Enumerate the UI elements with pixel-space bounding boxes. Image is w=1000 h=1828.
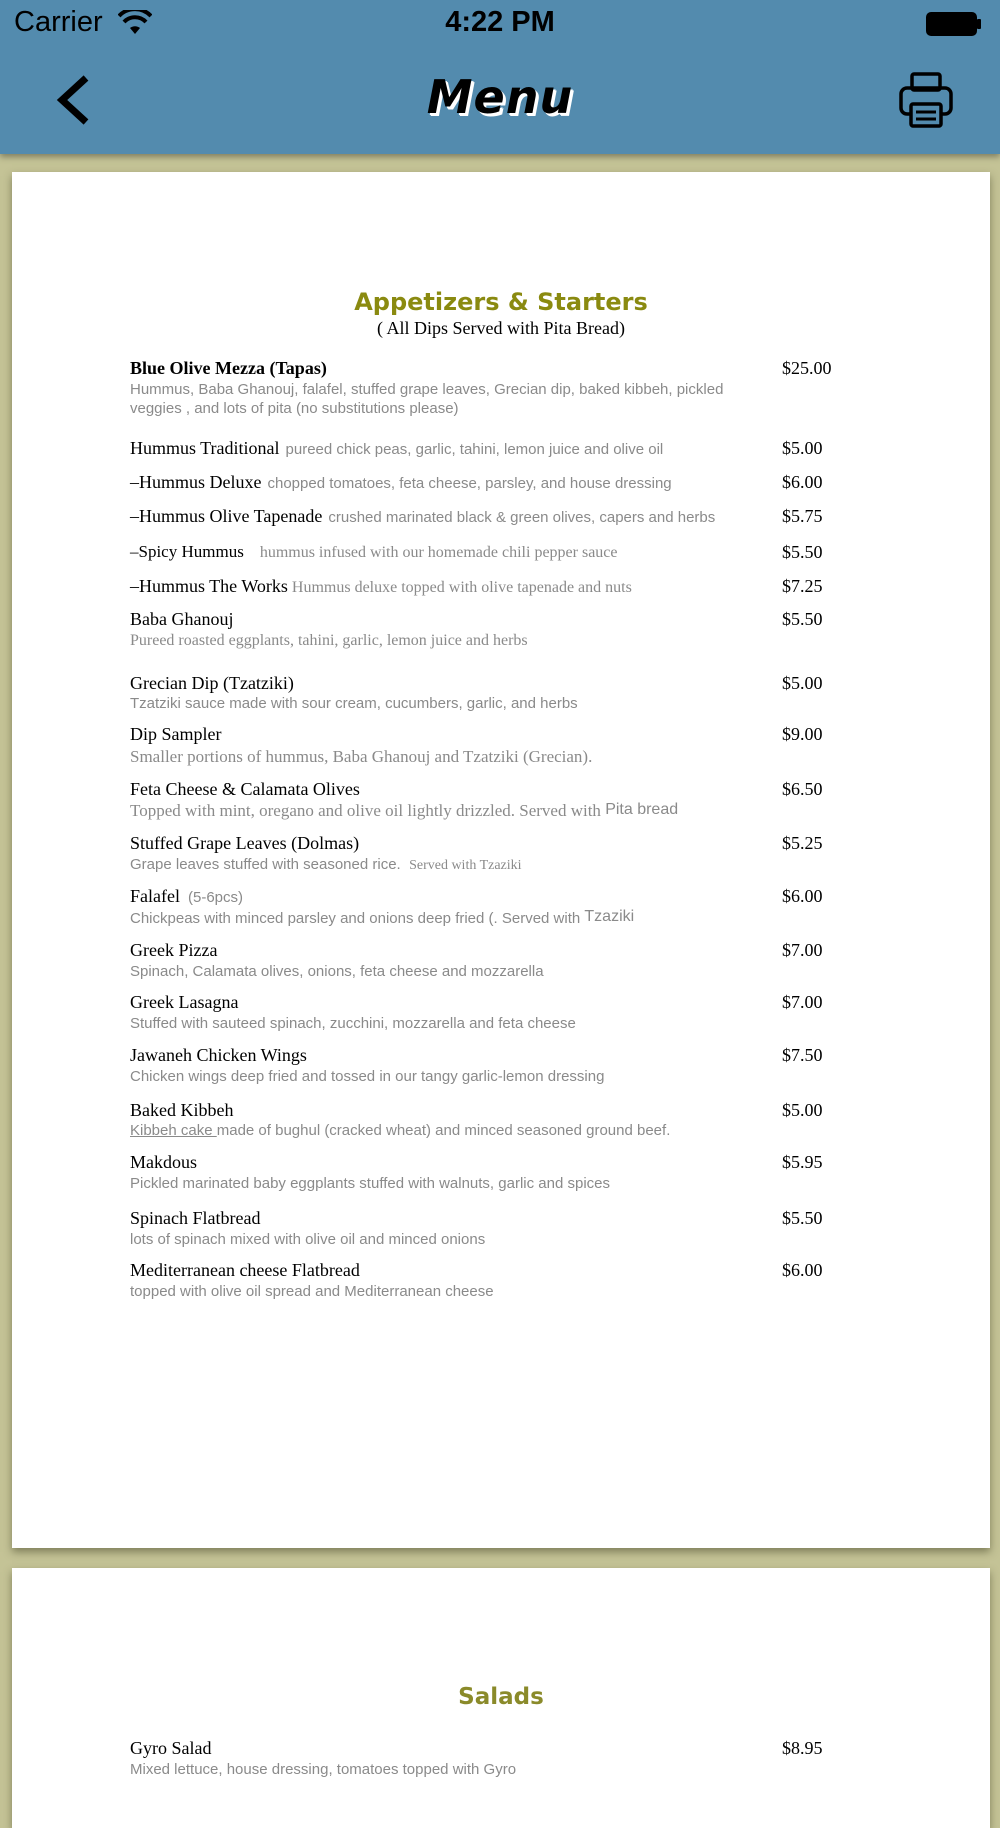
- menu-item-price: $5.00: [782, 438, 823, 458]
- menu-item-description: Smaller portions of hummus, Baba Ghanouj and Tzatziki (Grecian).: [130, 747, 593, 766]
- menu-item-description: chopped tomatoes, feta cheese, parsley, and house dressing: [267, 475, 672, 492]
- menu-item-description: lots of spinach mixed with olive oil and minced onions: [130, 1231, 486, 1248]
- menu-item-price: $5.95: [782, 1152, 823, 1172]
- menu-item-name: Makdous: [130, 1152, 197, 1172]
- menu-item-price: $7.00: [782, 940, 823, 960]
- menu-item-description: Grape leaves stuffed with seasoned rice. Served with Tzaziki: [130, 856, 522, 873]
- back-button[interactable]: [44, 70, 104, 130]
- menu-item-price: $5.50: [782, 609, 823, 629]
- menu-item-description: Spinach, Calamata olives, onions, feta cheese and mozzarella: [130, 963, 544, 980]
- menu-item-description: Chickpeas with minced parsley and onions deep fried (. Served with Tzaziki: [130, 908, 635, 927]
- menu-item-name: Spinach Flatbread: [130, 1208, 261, 1228]
- status-bar: [0, 0, 1000, 50]
- menu-item-name: –Hummus Olive Tapenade crushed marinated black & green olives, capers and herbs: [130, 506, 716, 526]
- menu-item-name: Gyro Salad: [130, 1738, 212, 1758]
- menu-item-description: Pureed roasted eggplants, tahini, garlic, lemon juice and herbs: [130, 632, 528, 649]
- menu-item-price: $6.00: [782, 886, 823, 906]
- status-time: 4:22 PM: [445, 6, 555, 38]
- section-title: Salads: [458, 1684, 544, 1710]
- menu-item-description: Hummus, Baba Ghanouj, falafel, stuffed grape leaves, Grecian dip, baked kibbeh, pickled veggies , and lots of pita (no substitutions please): [130, 381, 724, 417]
- menu-item-name: –Spicy Hummus hummus infused with our homemade chili pepper sauce: [130, 542, 618, 561]
- print-button[interactable]: [896, 70, 956, 130]
- menu-item-name: Falafel (5-6pcs): [130, 886, 243, 906]
- menu-item-description: Tzatziki sauce made with sour cream, cucumbers, garlic, and herbs: [130, 695, 578, 712]
- menu-item-description: Kibbeh cake made of bughul (cracked wheat) and minced seasoned ground beef.: [130, 1122, 671, 1139]
- menu-item-price: $9.00: [782, 724, 823, 744]
- menu-item-name: Stuffed Grape Leaves (Dolmas): [130, 833, 360, 853]
- menu-item-price: $5.25: [782, 833, 823, 853]
- menu-page-salads[interactable]: [12, 1568, 990, 1828]
- menu-item-description: Chicken wings deep fried and tossed in our tangy garlic-lemon dressing: [130, 1068, 605, 1085]
- menu-item-price: $5.50: [782, 1208, 823, 1228]
- menu-item-name: Greek Lasagna: [130, 992, 239, 1012]
- menu-item-description: crushed marinated black & green olives, capers and herbs: [328, 509, 716, 526]
- menu-page-appetizers[interactable]: [12, 172, 990, 1548]
- menu-item-price: $25.00: [782, 358, 832, 378]
- section-title: Appetizers & Starters: [354, 288, 648, 316]
- menu-item-name: Feta Cheese & Calamata Olives: [130, 779, 360, 799]
- chevron-left-icon: [44, 70, 104, 130]
- menu-item-name: Baba Ghanouj: [130, 609, 234, 629]
- menu-item-description: Stuffed with sauteed spinach, zucchini, mozzarella and feta cheese: [130, 1015, 576, 1032]
- menu-item-name: Mediterranean cheese Flatbread: [130, 1260, 360, 1280]
- menu-item-description: topped with olive oil spread and Mediterranean cheese: [130, 1283, 494, 1300]
- menu-item-name: Hummus Traditional pureed chick peas, garlic, tahini, lemon juice and olive oil: [130, 438, 664, 458]
- printer-icon: [896, 70, 956, 130]
- menu-item-price: $8.95: [782, 1738, 823, 1758]
- menu-item-description: hummus infused with our homemade chili pepper sauce: [259, 544, 618, 561]
- menu-item-price: $6.00: [782, 472, 823, 492]
- menu-item-price: $5.50: [782, 542, 823, 562]
- menu-item-description: Pickled marinated baby eggplants stuffed with walnuts, garlic and spices: [130, 1175, 610, 1192]
- menu-item-price: $7.50: [782, 1045, 823, 1065]
- carrier-label: Carrier: [14, 6, 103, 38]
- menu-item-name: Jawaneh Chicken Wings: [130, 1045, 307, 1065]
- menu-item-price: $7.00: [782, 992, 823, 1012]
- menu-item-price: $5.00: [782, 1100, 823, 1120]
- menu-item-name: Baked Kibbeh: [130, 1100, 234, 1120]
- menu-item-price: $6.00: [782, 1260, 823, 1280]
- menu-item-name: Blue Olive Mezza (Tapas): [130, 358, 327, 378]
- menu-item-name: Dip Sampler: [130, 724, 222, 744]
- menu-item-name: Greek Pizza: [130, 940, 218, 960]
- page-title: Menu: [426, 70, 574, 124]
- menu-item-description: Topped with mint, oregano and olive oil lightly drizzled. Served with Pita bread: [130, 801, 679, 820]
- battery-icon: [926, 12, 982, 36]
- menu-item-description: pureed chick peas, garlic, tahini, lemon juice and olive oil: [285, 441, 664, 458]
- menu-item-name: –Hummus The Works Hummus deluxe topped with olive tapenade and nuts: [130, 576, 632, 596]
- menu-item-name: Grecian Dip (Tzatziki): [130, 673, 294, 693]
- menu-item-description: Hummus deluxe topped with olive tapenade and nuts: [291, 579, 632, 596]
- menu-item-description: Mixed lettuce, house dressing, tomatoes topped with Gyro: [130, 1761, 517, 1778]
- menu-item-price: $7.25: [782, 576, 823, 596]
- menu-item-name: –Hummus Deluxe chopped tomatoes, feta cheese, parsley, and house dressing: [130, 472, 672, 492]
- menu-item-price: $5.75: [782, 506, 823, 526]
- menu-item-price: $6.50: [782, 779, 823, 799]
- menu-item-price: $5.00: [782, 673, 823, 693]
- section-subtitle: ( All Dips Served with Pita Bread): [377, 318, 625, 338]
- navigation-header: [0, 0, 1000, 154]
